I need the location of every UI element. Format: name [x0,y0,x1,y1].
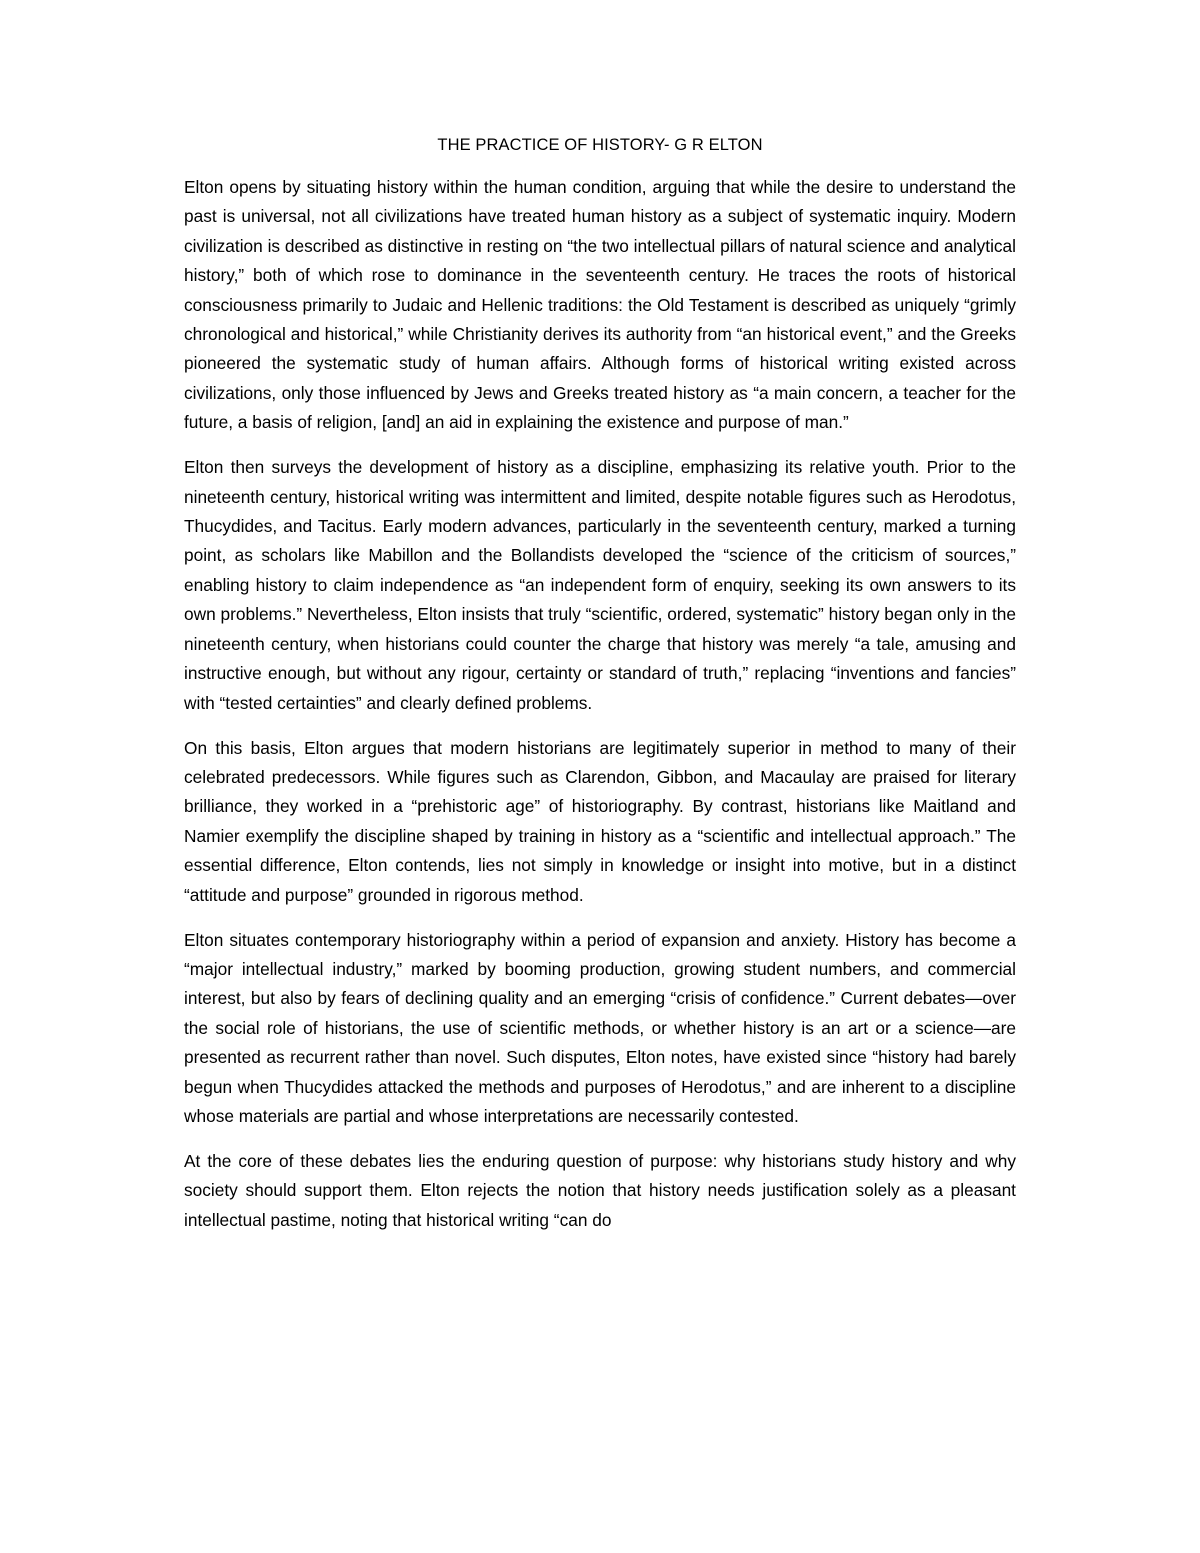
paragraph-5: At the core of these debates lies the enduring question of purpose: why historians study history and why society should support them. Elton rejects the notion that history needs justification solely as a pleasant intellectual pastime, noting that historical writing “can do [184,1150,1016,1230]
paragraph-4: Elton situates contemporary historiography within a period of expansion and anxiety. History has become a “major intellectual industry,” marked by booming production, growing student numbers, and commercial interest, but also by fears of declining quality and an emerging “crisis of confidence.” Current debates—over the social role of historians, the use of scientific methods, or whether history is an art or a science—are presented as recurrent rather than novel. Such disputes, Elton notes, have existed since “history had barely begun when Thucydides attacked the methods and purposes of Herodotus,” and are inherent to a discipline whose materials are partial and whose interpretations are necessarily contested. [184,929,1016,1126]
document-body [184,173,1016,1251]
paragraph-2: Elton then surveys the development of history as a discipline, emphasizing its relative youth. Prior to the nineteenth century, historical writing was intermittent and limited, despite notable figures such as Herodotus, Thucydides, and Tacitus. Early modern advances, particularly in the seventeenth century, marked a turning point, as scholars like Mabillon and the Bollandists developed the “science of the criticism of sources,” enabling history to claim independence as “an independent form of enquiry, seeking its own answers to its own problems.” Nevertheless, Elton insists that truly “scientific, ordered, systematic” history began only in the nineteenth century, when historians could counter the charge that history was merely “a tale, amusing and instructive enough, but without any rigour, certainty or standard of truth,” replacing “inventions and fancies” with “tested certainties” and clearly defined problems. [184,457,1016,713]
paragraph-1: Elton opens by situating history within the human condition, arguing that while the desire to understand the past is universal, not all civilizations have treated human history as a subject of systematic inquiry. Modern civilization is described as distinctive in resting on “the two intellectual pillars of natural science and analytical history,” both of which rose to dominance in the seventeenth century. He traces the roots of historical consciousness primarily to Judaic and Hellenic traditions: the Old Testament is described as uniquely “grimly chronological and historical,” while Christianity derives its authority from “an historical event,” and the Greeks pioneered the systematic study of human affairs. Although forms of historical writing existed across civilizations, only those influenced by Jews and Greeks treated history as “a main concern, a teacher for the future, a basis of religion, [and] an aid in explaining the existence and purpose of man.” [184,177,1016,433]
paragraph-3: On this basis, Elton argues that modern historians are legitimately superior in method to many of their celebrated predecessors. While figures such as Clarendon, Gibbon, and Macaulay are praised for literary brilliance, they worked in a “prehistoric age” of historiography. By contrast, historians like Maitland and Namier exemplify the discipline shaped by training in history as a “scientific and intellectual approach.” The essential difference, Elton contends, lies not simply in knowledge or insight into motive, but in a distinct “attitude and purpose” grounded in rigorous method. [184,737,1016,905]
document-title: THE PRACTICE OF HISTORY- G R ELTON [437,136,763,154]
